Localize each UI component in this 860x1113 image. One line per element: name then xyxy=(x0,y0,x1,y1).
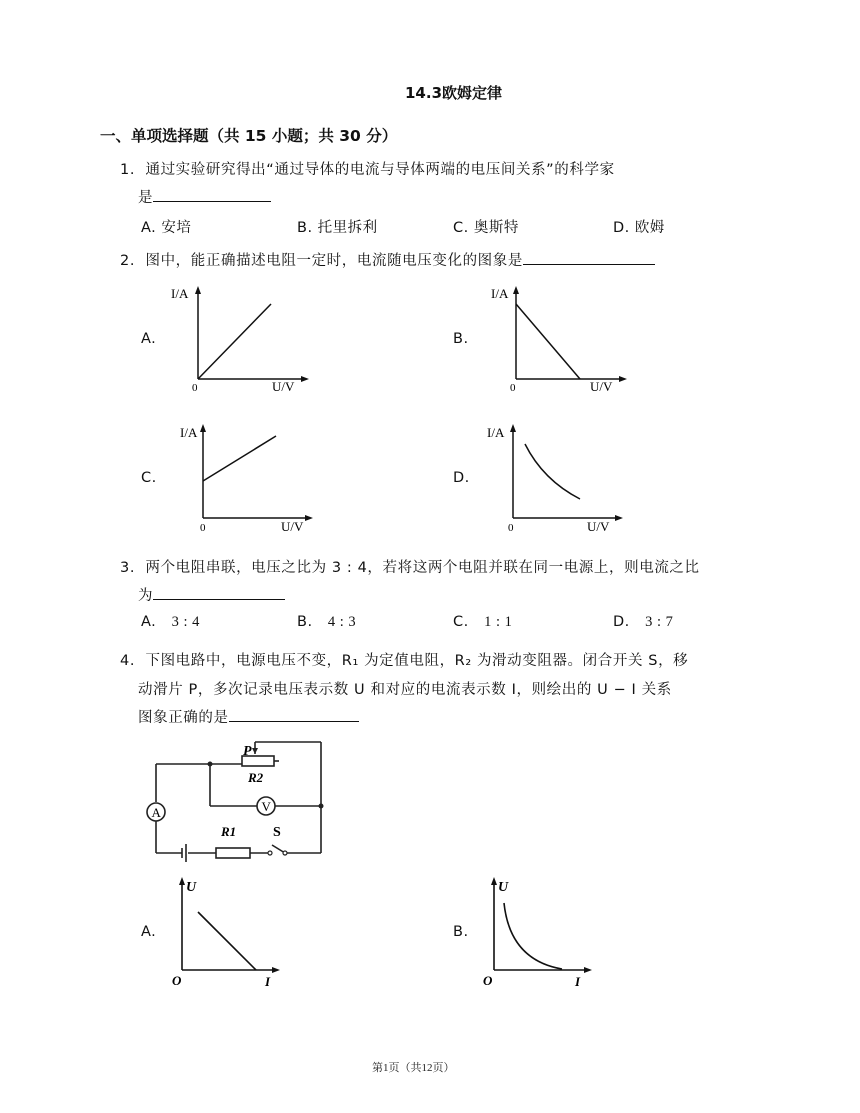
x-axis-label: U/V xyxy=(590,379,613,392)
answer-blank[interactable] xyxy=(523,250,655,265)
graph-ui-curve xyxy=(480,872,600,992)
y-axis-label: I/A xyxy=(171,286,189,301)
page-footer: 第1页（共12页） xyxy=(372,1062,455,1074)
option-b[interactable]: B. 托里拆利 xyxy=(297,220,378,236)
y-axis-label: I/A xyxy=(491,286,509,301)
question-number: 1. xyxy=(120,162,136,178)
rheostat-label: R2 xyxy=(248,770,264,785)
graph-ui-linear xyxy=(168,872,288,992)
origin-label: 0 xyxy=(200,522,206,534)
origin-label: 0 xyxy=(510,382,516,392)
question-3-text: 两个电阻串联，电压之比为 3 : 4，若将这两个电阻并联在同一电源上，则电流之比 xyxy=(145,560,700,576)
x-axis-label: U/V xyxy=(272,379,295,392)
option-d[interactable]: D. 欧姆 xyxy=(613,220,665,236)
answer-blank[interactable] xyxy=(229,707,359,722)
option-b[interactable] xyxy=(297,614,356,631)
answer-blank[interactable] xyxy=(153,585,285,600)
section-heading: 一、单项选择题（共 15 小题；共 30 分） xyxy=(100,127,398,145)
option-a[interactable] xyxy=(141,614,200,631)
answer-blank[interactable] xyxy=(153,187,271,202)
page-title: 14.3欧姆定律 xyxy=(405,84,503,102)
y-axis-label: U xyxy=(186,880,197,895)
option-value: 3 : 7 xyxy=(645,614,674,630)
origin-label: O xyxy=(172,973,182,988)
x-axis-label: U/V xyxy=(587,519,610,534)
y-axis-label: U xyxy=(498,880,509,895)
option-a[interactable]: A. xyxy=(141,331,157,347)
graph-a-linear xyxy=(165,282,315,392)
y-axis-label: I/A xyxy=(487,425,505,440)
question-3-line2 xyxy=(138,584,285,605)
question-number: 2. xyxy=(120,253,136,269)
option-letter: A. xyxy=(141,614,157,630)
question-4-text-cont: 图象正确的是 xyxy=(138,710,229,726)
option-c[interactable]: C. 奥斯特 xyxy=(453,220,519,236)
voltmeter-label: V xyxy=(261,799,271,814)
option-c[interactable]: C. xyxy=(141,470,157,486)
option-d[interactable]: D. xyxy=(453,470,470,486)
ammeter-label: A xyxy=(151,805,161,820)
question-4-line3 xyxy=(138,706,359,727)
x-axis-label: I xyxy=(265,974,271,989)
option-d[interactable] xyxy=(613,614,673,631)
question-3 xyxy=(120,556,700,577)
graph-b-decreasing-line xyxy=(483,282,633,392)
question-4-line2: 动滑片 P，多次记录电压表示数 U 和对应的电流表示数 I，则绘出的 U − I 关系 xyxy=(138,682,672,698)
slider-label: P xyxy=(243,744,252,759)
x-axis-label: U/V xyxy=(281,519,304,534)
origin-label: 0 xyxy=(508,522,514,534)
option-b[interactable]: B. xyxy=(453,331,469,347)
question-4-text: 下图电路中，电源电压不变，R₁ 为定值电阻，R₂ 为滑动变阻器。闭合开关 S，移 xyxy=(145,653,689,669)
option-a[interactable]: A. xyxy=(141,924,157,940)
option-value: 1 : 1 xyxy=(484,614,513,630)
resistor-label: R1 xyxy=(221,824,237,839)
question-number: 3. xyxy=(120,560,136,576)
option-c[interactable] xyxy=(453,614,512,631)
question-1-line2 xyxy=(138,186,271,207)
option-letter: C. xyxy=(453,614,469,630)
option-value: 3 : 4 xyxy=(171,614,200,630)
question-2-text: 图中，能正确描述电阻一定时，电流随电压变化的图象是 xyxy=(145,253,523,269)
option-letter: D. xyxy=(613,614,630,630)
option-value: 4 : 3 xyxy=(327,614,357,630)
question-3-text-cont: 为 xyxy=(138,588,154,604)
origin-label: 0 xyxy=(192,382,198,392)
graph-c-offset-line xyxy=(173,420,323,535)
switch-label: S xyxy=(273,825,281,840)
question-1-text-cont: 是 xyxy=(138,190,154,206)
graph-d-inverse-curve xyxy=(483,420,633,535)
option-a[interactable]: A. 安培 xyxy=(141,220,192,236)
x-axis-label: I xyxy=(575,974,581,989)
option-b[interactable]: B. xyxy=(453,924,469,940)
question-1 xyxy=(120,158,615,179)
y-axis-label: I/A xyxy=(180,425,198,440)
question-4 xyxy=(120,649,688,670)
origin-label: O xyxy=(483,973,493,988)
question-2 xyxy=(120,249,655,270)
option-letter: B. xyxy=(297,614,313,630)
question-1-text: 通过实验研究得出“通过导体的电流与导体两端的电压间关系”的科学家 xyxy=(145,162,615,178)
circuit-diagram xyxy=(138,732,338,864)
question-number: 4. xyxy=(120,653,136,669)
